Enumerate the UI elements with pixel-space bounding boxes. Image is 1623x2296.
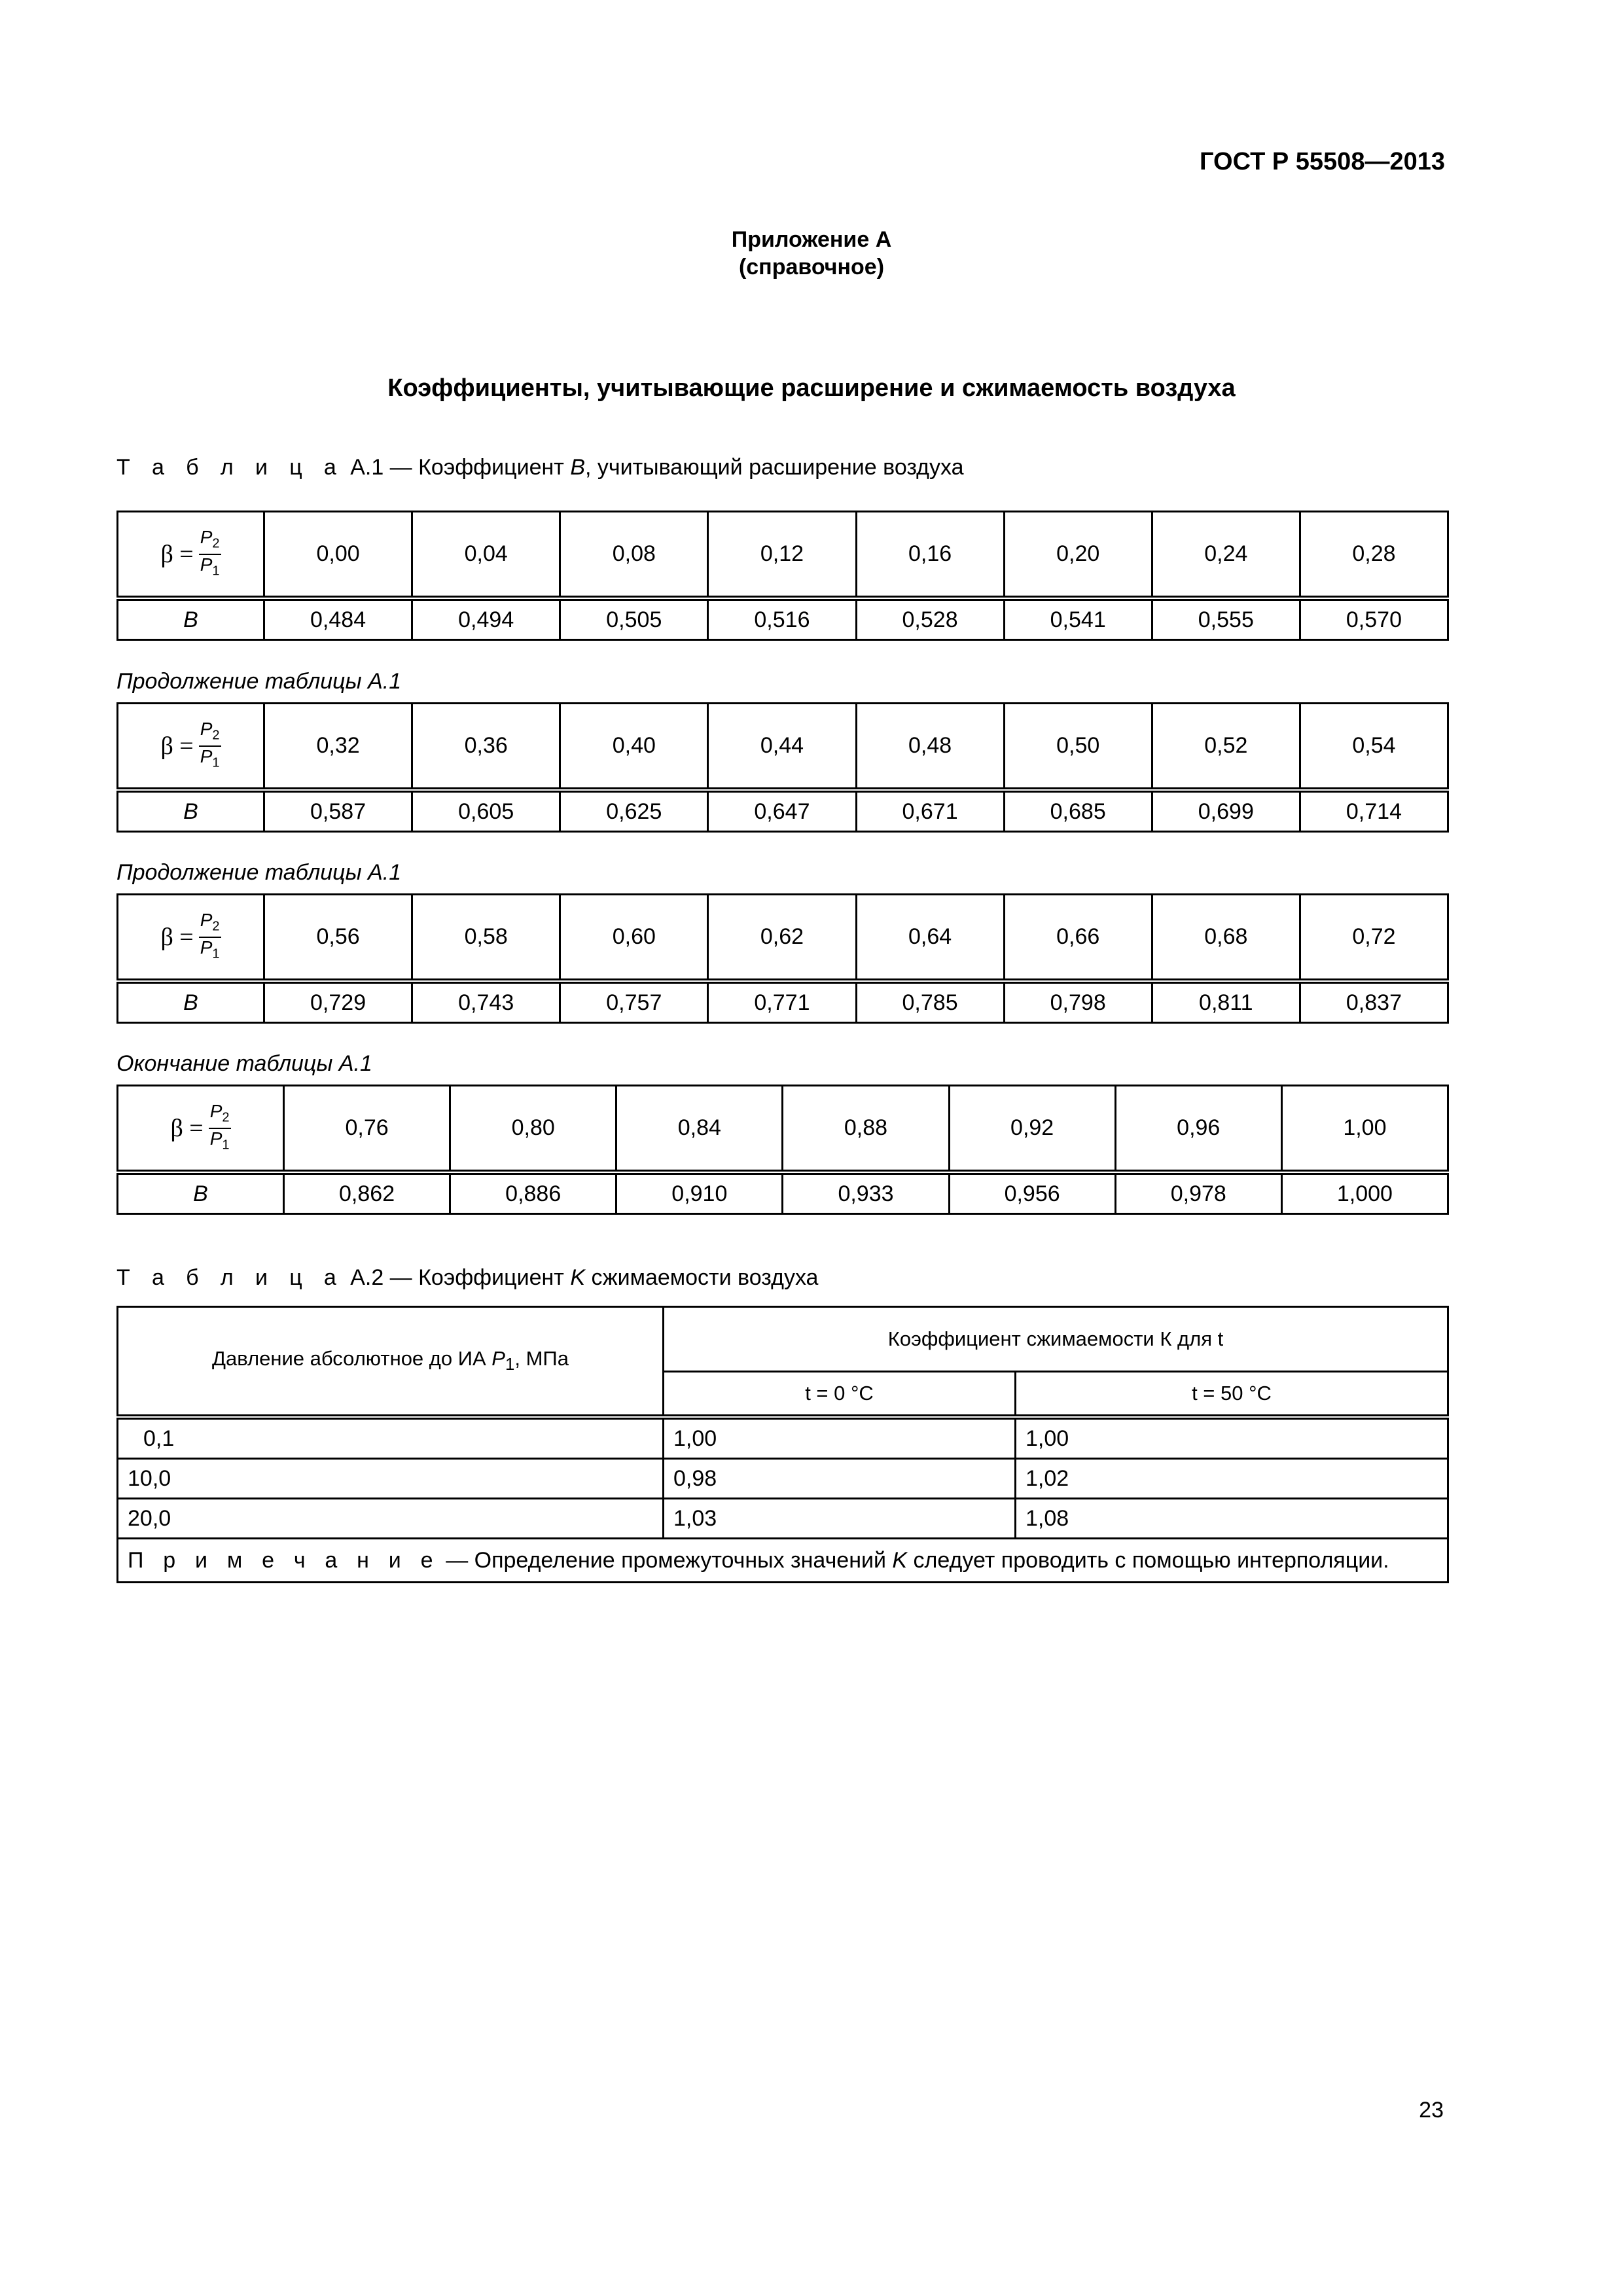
beta-value: 0,48 xyxy=(856,704,1004,791)
b-value: 0,798 xyxy=(1004,981,1152,1023)
pressure-ratio-fraction: $\frac{P_2}{P_1}$ xyxy=(200,718,220,770)
b-value: 0,541 xyxy=(1004,598,1152,640)
k-value-t50: 1,02 xyxy=(1016,1459,1448,1499)
pressure-value: 0,1 xyxy=(118,1417,664,1459)
table-a1-part-2 xyxy=(116,702,1449,833)
b-value: 0,605 xyxy=(412,790,560,832)
k-value-t50: 1,00 xyxy=(1016,1417,1448,1459)
k-value-t0: 0,98 xyxy=(664,1459,1016,1499)
b-value: 0,555 xyxy=(1152,598,1300,640)
beta-value: 0,72 xyxy=(1300,895,1448,982)
section-title: Коэффициенты, учитывающие расширение и сжимаемость воздуха xyxy=(387,374,1236,402)
b-value: 0,494 xyxy=(412,598,560,640)
beta-value: 0,24 xyxy=(1152,512,1300,599)
b-label-cell: B xyxy=(118,598,264,640)
table-row xyxy=(118,1499,1448,1539)
table-a1-continuation-caption: Продолжение таблицы А.1 xyxy=(116,860,402,885)
beta-value: 0,92 xyxy=(949,1086,1115,1173)
beta-symbol: β = xyxy=(160,923,194,951)
beta-label-cell xyxy=(118,704,264,791)
beta-value: 0,54 xyxy=(1300,704,1448,791)
b-value: 0,933 xyxy=(783,1172,949,1214)
pressure-column-header: Давление абсолютное до ИА $P_1$, МПа xyxy=(118,1307,664,1418)
compressibility-group-header: Коэффициент сжимаемости К для t xyxy=(664,1307,1448,1372)
k-value-t50: 1,08 xyxy=(1016,1499,1448,1539)
beta-value: 0,50 xyxy=(1004,704,1152,791)
b-value: 0,528 xyxy=(856,598,1004,640)
table-a2-caption xyxy=(116,1265,818,1291)
b-value: 0,516 xyxy=(708,598,856,640)
b-value: 0,785 xyxy=(856,981,1004,1023)
beta-symbol: β = xyxy=(170,1114,204,1142)
b-label-cell: B xyxy=(118,1172,284,1214)
b-value: 0,699 xyxy=(1152,790,1300,832)
beta-symbol: β = xyxy=(160,732,194,760)
b-value: 0,862 xyxy=(284,1172,450,1214)
table-a1-caption-rest: , учитывающий расширение воздуха xyxy=(585,455,964,480)
b-value: 0,910 xyxy=(616,1172,783,1214)
b-value: 0,837 xyxy=(1300,981,1448,1023)
beta-value: 0,36 xyxy=(412,704,560,791)
table-a1-end-caption: Окончание таблицы А.1 xyxy=(116,1051,372,1076)
beta-value: 0,66 xyxy=(1004,895,1152,982)
beta-value: 0,40 xyxy=(560,704,708,791)
table-a1-caption-prefix: Т а б л и ц а xyxy=(116,455,344,480)
b-value: 0,685 xyxy=(1004,790,1152,832)
k-value-t0: 1,00 xyxy=(664,1417,1016,1459)
table-a1-caption xyxy=(116,455,964,480)
beta-value: 0,28 xyxy=(1300,512,1448,599)
beta-label-cell xyxy=(118,1086,284,1173)
note-prefix: П р и м е ч а н и е xyxy=(128,1547,440,1573)
table-a1-part-4 xyxy=(116,1085,1449,1215)
beta-value: 0,84 xyxy=(616,1086,783,1173)
b-value: 0,978 xyxy=(1115,1172,1281,1214)
table-a1-part-3 xyxy=(116,893,1449,1024)
table-note: П р и м е ч а н и е — Определение промежуточных значений K следует проводить с помощью интерполяции. xyxy=(118,1539,1448,1583)
beta-value: 0,32 xyxy=(264,704,412,791)
table-row xyxy=(118,1417,1448,1459)
temp-0-header: t = 0 °С xyxy=(664,1372,1016,1418)
b-value: 0,505 xyxy=(560,598,708,640)
b-value: 0,757 xyxy=(560,981,708,1023)
pressure-value: 20,0 xyxy=(118,1499,664,1539)
table-a2-caption-symbol: K xyxy=(570,1265,585,1290)
pressure-ratio-fraction: $\frac{P_2}{P_1}$ xyxy=(200,526,220,579)
beta-value: 0,76 xyxy=(284,1086,450,1173)
b-value: 0,729 xyxy=(264,981,412,1023)
page-number: 23 xyxy=(1419,2098,1444,2123)
beta-value: 0,88 xyxy=(783,1086,949,1173)
annex-heading xyxy=(0,226,1623,281)
beta-value: 0,58 xyxy=(412,895,560,982)
b-value: 0,625 xyxy=(560,790,708,832)
table-a1-part-1 xyxy=(116,511,1449,641)
b-label-cell: B xyxy=(118,981,264,1023)
beta-value: 0,68 xyxy=(1152,895,1300,982)
beta-value: 0,20 xyxy=(1004,512,1152,599)
beta-value: 0,56 xyxy=(264,895,412,982)
beta-label-cell xyxy=(118,512,264,599)
table-a2-caption-number: А.2 — Коэффициент xyxy=(350,1265,571,1290)
pressure-value: 10,0 xyxy=(118,1459,664,1499)
beta-value: 0,80 xyxy=(450,1086,616,1173)
pressure-ratio-fraction: $\frac{P_2}{P_1}$ xyxy=(200,909,220,961)
b-value: 0,886 xyxy=(450,1172,616,1214)
b-value: 0,714 xyxy=(1300,790,1448,832)
table-a1-caption-number: А.1 — Коэффициент xyxy=(350,455,571,480)
beta-value: 0,64 xyxy=(856,895,1004,982)
table-a2-caption-prefix: Т а б л и ц а xyxy=(116,1265,344,1290)
beta-value: 0,96 xyxy=(1115,1086,1281,1173)
b-value: 0,771 xyxy=(708,981,856,1023)
b-value: 0,570 xyxy=(1300,598,1448,640)
beta-value: 0,60 xyxy=(560,895,708,982)
b-value: 0,743 xyxy=(412,981,560,1023)
beta-value: 0,16 xyxy=(856,512,1004,599)
pressure-ratio-fraction: $\frac{P_2}{P_1}$ xyxy=(209,1100,230,1153)
annex-subtitle: (справочное) xyxy=(738,255,885,279)
table-a1-caption-symbol: B xyxy=(570,455,585,480)
table-a2-caption-rest: сжимаемости воздуха xyxy=(585,1265,819,1290)
table-a2 xyxy=(116,1306,1449,1583)
b-label-cell: B xyxy=(118,790,264,832)
table-row xyxy=(118,1459,1448,1499)
b-value: 0,587 xyxy=(264,790,412,832)
table-a1-continuation-caption: Продолжение таблицы А.1 xyxy=(116,669,402,694)
beta-value: 1,00 xyxy=(1281,1086,1448,1173)
beta-value: 0,00 xyxy=(264,512,412,599)
standard-number: ГОСТ Р 55508—2013 xyxy=(1200,148,1445,175)
beta-value: 0,08 xyxy=(560,512,708,599)
beta-symbol: β = xyxy=(160,540,194,568)
beta-label-cell xyxy=(118,895,264,982)
annex-title: Приложение А xyxy=(731,227,892,252)
b-value: 0,484 xyxy=(264,598,412,640)
beta-value: 0,04 xyxy=(412,512,560,599)
beta-value: 0,52 xyxy=(1152,704,1300,791)
beta-value: 0,12 xyxy=(708,512,856,599)
b-value: 0,811 xyxy=(1152,981,1300,1023)
temp-50-header: t = 50 °С xyxy=(1016,1372,1448,1418)
b-value: 0,956 xyxy=(949,1172,1115,1214)
beta-value: 0,44 xyxy=(708,704,856,791)
b-value: 0,671 xyxy=(856,790,1004,832)
b-value: 1,000 xyxy=(1281,1172,1448,1214)
k-value-t0: 1,03 xyxy=(664,1499,1016,1539)
b-value: 0,647 xyxy=(708,790,856,832)
beta-value: 0,62 xyxy=(708,895,856,982)
